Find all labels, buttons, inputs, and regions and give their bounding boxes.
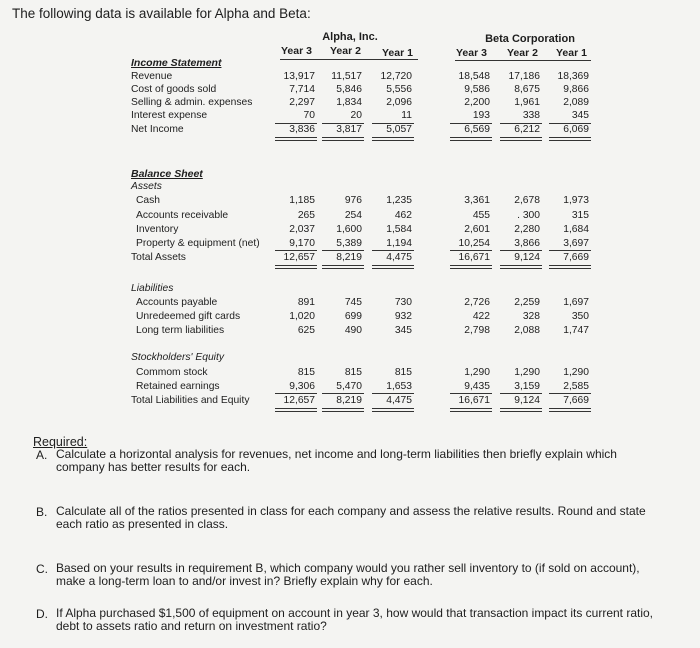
beta-value-year-1: 3,697 [563,238,589,249]
alpha-value-year-1: 2,096 [386,97,412,108]
underline [275,393,317,394]
alpha-company-name: Alpha, Inc. [322,31,378,43]
alpha-value-year-3: 625 [297,325,315,336]
beta-value-year-2: 9,124 [514,395,540,406]
beta-value-year-3: 193 [472,110,490,121]
beta-value-year-2: 1,961 [514,97,540,108]
underline [450,393,492,394]
alpha-value-year-1: 1,235 [386,195,412,206]
beta-value-year-2: 9,124 [514,252,540,263]
beta-value-year-1: 18,369 [557,71,589,82]
beta-value-year-1: 350 [571,311,589,322]
beta-year-1: Year 1 [556,47,587,59]
alpha-value-year-3: 7,714 [289,84,315,95]
alpha-value-year-3: 815 [297,367,315,378]
beta-year-3: Year 3 [456,47,487,59]
alpha-value-year-1: 5,057 [386,124,412,135]
double-underline [275,265,317,269]
beta-value-year-2: 2,678 [514,195,540,206]
double-underline [372,408,414,412]
underline [450,123,492,124]
alpha-value-year-2: 976 [344,195,362,206]
beta-value-year-3: 18,548 [458,71,490,82]
double-underline [500,265,542,269]
alpha-year-3: Year 3 [281,45,312,57]
alpha-value-year-1: 815 [394,367,412,378]
alpha-value-year-3: 1,185 [289,195,315,206]
beta-value-year-3: 2,726 [464,297,490,308]
underline [322,393,364,394]
underline [275,123,317,124]
alpha-value-year-1: 730 [394,297,412,308]
beta-value-year-2: 2,259 [514,297,540,308]
alpha-year-2: Year 2 [330,45,361,57]
alpha-value-year-2: 1,600 [336,224,362,235]
beta-value-year-2: 2,280 [514,224,540,235]
beta-value-year-1: 315 [571,210,589,221]
double-underline [322,137,364,141]
beta-value-year-2: 3,866 [514,238,540,249]
beta-value-year-3: 16,671 [458,252,490,263]
alpha-value-year-3: 1,020 [289,311,315,322]
double-underline [275,137,317,141]
alpha-value-year-1: 1,653 [386,381,412,392]
alpha-value-year-3: 891 [297,297,315,308]
beta-value-year-1: 1,684 [563,224,589,235]
double-underline [450,137,492,141]
alpha-value-year-3: 12,657 [283,252,315,263]
alpha-value-year-2: 699 [344,311,362,322]
beta-value-year-1: 1,973 [563,195,589,206]
beta-value-year-2: 17,186 [508,71,540,82]
row-label: Unredeemed gift cards [136,311,241,322]
alpha-value-year-1: 4,475 [386,252,412,263]
alpha-value-year-2: 8,219 [336,395,362,406]
alpha-value-year-2: 745 [344,297,362,308]
alpha-value-year-3: 2,037 [289,224,315,235]
underline [275,250,317,251]
beta-value-year-1: 7,669 [563,252,589,263]
beta-value-year-3: 422 [472,311,490,322]
alpha-value-year-2: 1,834 [336,97,362,108]
row-label: Accounts payable [136,297,218,308]
underline [372,123,414,124]
alpha-value-year-3: 2,297 [289,97,315,108]
alpha-value-year-2: 20 [350,110,362,121]
underline [322,250,364,251]
question-b-text: Calculate all of the ratios presented in class for each company and assess the relative results. Round and state each ratio as presented in class. [56,504,646,531]
row-label: Retained earnings [136,381,220,392]
question-d-text: If Alpha purchased $1,500 of equipment on account in year 3, how would that transaction impact its current ratio, debt to assets ratio and return on investment ratio? [56,606,654,633]
beta-value-year-1: 2,089 [563,97,589,108]
alpha-value-year-3: 70 [303,110,315,121]
row-label: Cash [136,195,161,206]
alpha-value-year-3: 12,657 [283,395,315,406]
beta-value-year-2: 1,290 [514,367,540,378]
beta-value-year-1: 9,866 [563,84,589,95]
alpha-year-1: Year 1 [382,47,413,59]
row-label: Total Liabilities and Equity [131,395,250,406]
beta-value-year-3: 3,361 [464,195,490,206]
balance-sheet-title: Balance Sheet [131,168,203,180]
beta-value-year-1: 345 [571,110,589,121]
beta-value-year-1: 1,290 [563,367,589,378]
income-statement-title: Income Statement [131,57,222,69]
double-underline [275,408,317,412]
beta-value-year-3: 1,290 [464,367,490,378]
double-underline [450,408,492,412]
question-a-letter: A. [36,448,48,462]
double-underline [500,408,542,412]
beta-value-year-2: 8,675 [514,84,540,95]
underline [549,393,591,394]
beta-value-year-3: 9,586 [464,84,490,95]
row-label: Accounts receivable [136,210,229,221]
row-label: Total Assets [131,252,186,263]
underline [322,123,364,124]
alpha-value-year-1: 1,194 [386,238,412,249]
underline [372,250,414,251]
underline [500,250,542,251]
row-label: Long term liabilities [136,325,225,336]
beta-value-year-3: 2,601 [464,224,490,235]
alpha-value-year-3: 265 [297,210,315,221]
beta-value-year-1: 6,069 [563,124,589,135]
alpha-value-year-2: 5,470 [336,381,362,392]
beta-value-year-2: . 300 [517,210,540,221]
row-label: Selling & admin. expenses [131,97,253,108]
row-label: Inventory [136,224,179,235]
beta-value-year-1: 1,747 [563,325,589,336]
double-underline [372,265,414,269]
double-underline [549,137,591,141]
beta-value-year-3: 9,435 [464,381,490,392]
alpha-value-year-3: 9,170 [289,238,315,249]
alpha-value-year-2: 254 [344,210,362,221]
alpha-value-year-1: 462 [394,210,412,221]
alpha-value-year-2: 8,219 [336,252,362,263]
beta-value-year-1: 1,697 [563,297,589,308]
beta-value-year-3: 10,254 [458,238,490,249]
beta-value-year-2: 2,088 [514,325,540,336]
question-b-letter: B. [36,505,48,519]
alpha-value-year-3: 9,306 [289,381,315,392]
alpha-value-year-2: 5,846 [336,84,362,95]
beta-value-year-3: 455 [472,210,490,221]
beta-value-year-2: 6,212 [514,124,540,135]
alpha-value-year-1: 5,556 [386,84,412,95]
row-label: Property & equipment (net) [136,238,260,249]
underline [450,250,492,251]
double-underline [549,408,591,412]
beta-value-year-2: 328 [522,311,540,322]
question-c-text: Based on your results in requirement B, which company would you rather sell inventory to (if sold on account), make a long-term loan to and/or invest in? Briefly explain why for each. [56,561,640,588]
alpha-value-year-1: 932 [394,311,412,322]
question-a-text: Calculate a horizontal analysis for revenues, net income and long-term liabilities then briefly explain which company has better results for each. [56,447,617,474]
underline [500,123,542,124]
beta-value-year-3: 2,200 [464,97,490,108]
beta-value-year-3: 6,569 [464,124,490,135]
question-d-letter: D. [36,607,48,621]
question-c-letter: C. [36,562,48,576]
alpha-value-year-1: 345 [394,325,412,336]
beta-company-name: Beta Corporation [485,33,575,45]
alpha-value-year-1: 12,720 [380,71,412,82]
beta-year-2: Year 2 [507,47,538,59]
alpha-value-year-1: 4,475 [386,395,412,406]
underline [549,250,591,251]
row-label: Commom stock [136,367,208,378]
row-label: Cost of goods sold [131,84,217,95]
beta-value-year-2: 3,159 [514,381,540,392]
row-label: Revenue [131,71,173,82]
assets-label: Assets [131,181,162,192]
alpha-value-year-1: 1,584 [386,224,412,235]
alpha-value-year-2: 3,817 [336,124,362,135]
underline [372,393,414,394]
required-heading: Required: [33,435,88,449]
alpha-value-year-2: 490 [344,325,362,336]
double-underline [322,265,364,269]
alpha-value-year-2: 11,517 [331,71,362,82]
beta-value-year-1: 2,585 [563,381,589,392]
row-label: Net Income [131,124,184,135]
intro-text: The following data is available for Alpha and Beta: [12,6,311,21]
alpha-value-year-2: 815 [344,367,362,378]
alpha-value-year-1: 11 [401,110,412,121]
equity-label: Stockholders' Equity [131,352,224,363]
beta-value-year-3: 16,671 [458,395,490,406]
double-underline [450,265,492,269]
alpha-value-year-3: 13,917 [283,71,315,82]
underline [549,123,591,124]
beta-value-year-2: 338 [522,110,540,121]
row-label: Interest expense [131,110,208,121]
beta-value-year-1: 7,669 [563,395,589,406]
alpha-value-year-2: 5,389 [336,238,362,249]
underline [500,393,542,394]
double-underline [322,408,364,412]
liabilities-label: Liabilities [131,283,174,294]
double-underline [372,137,414,141]
double-underline [500,137,542,141]
beta-value-year-3: 2,798 [464,325,490,336]
double-underline [549,265,591,269]
alpha-value-year-3: 3,836 [289,124,315,135]
